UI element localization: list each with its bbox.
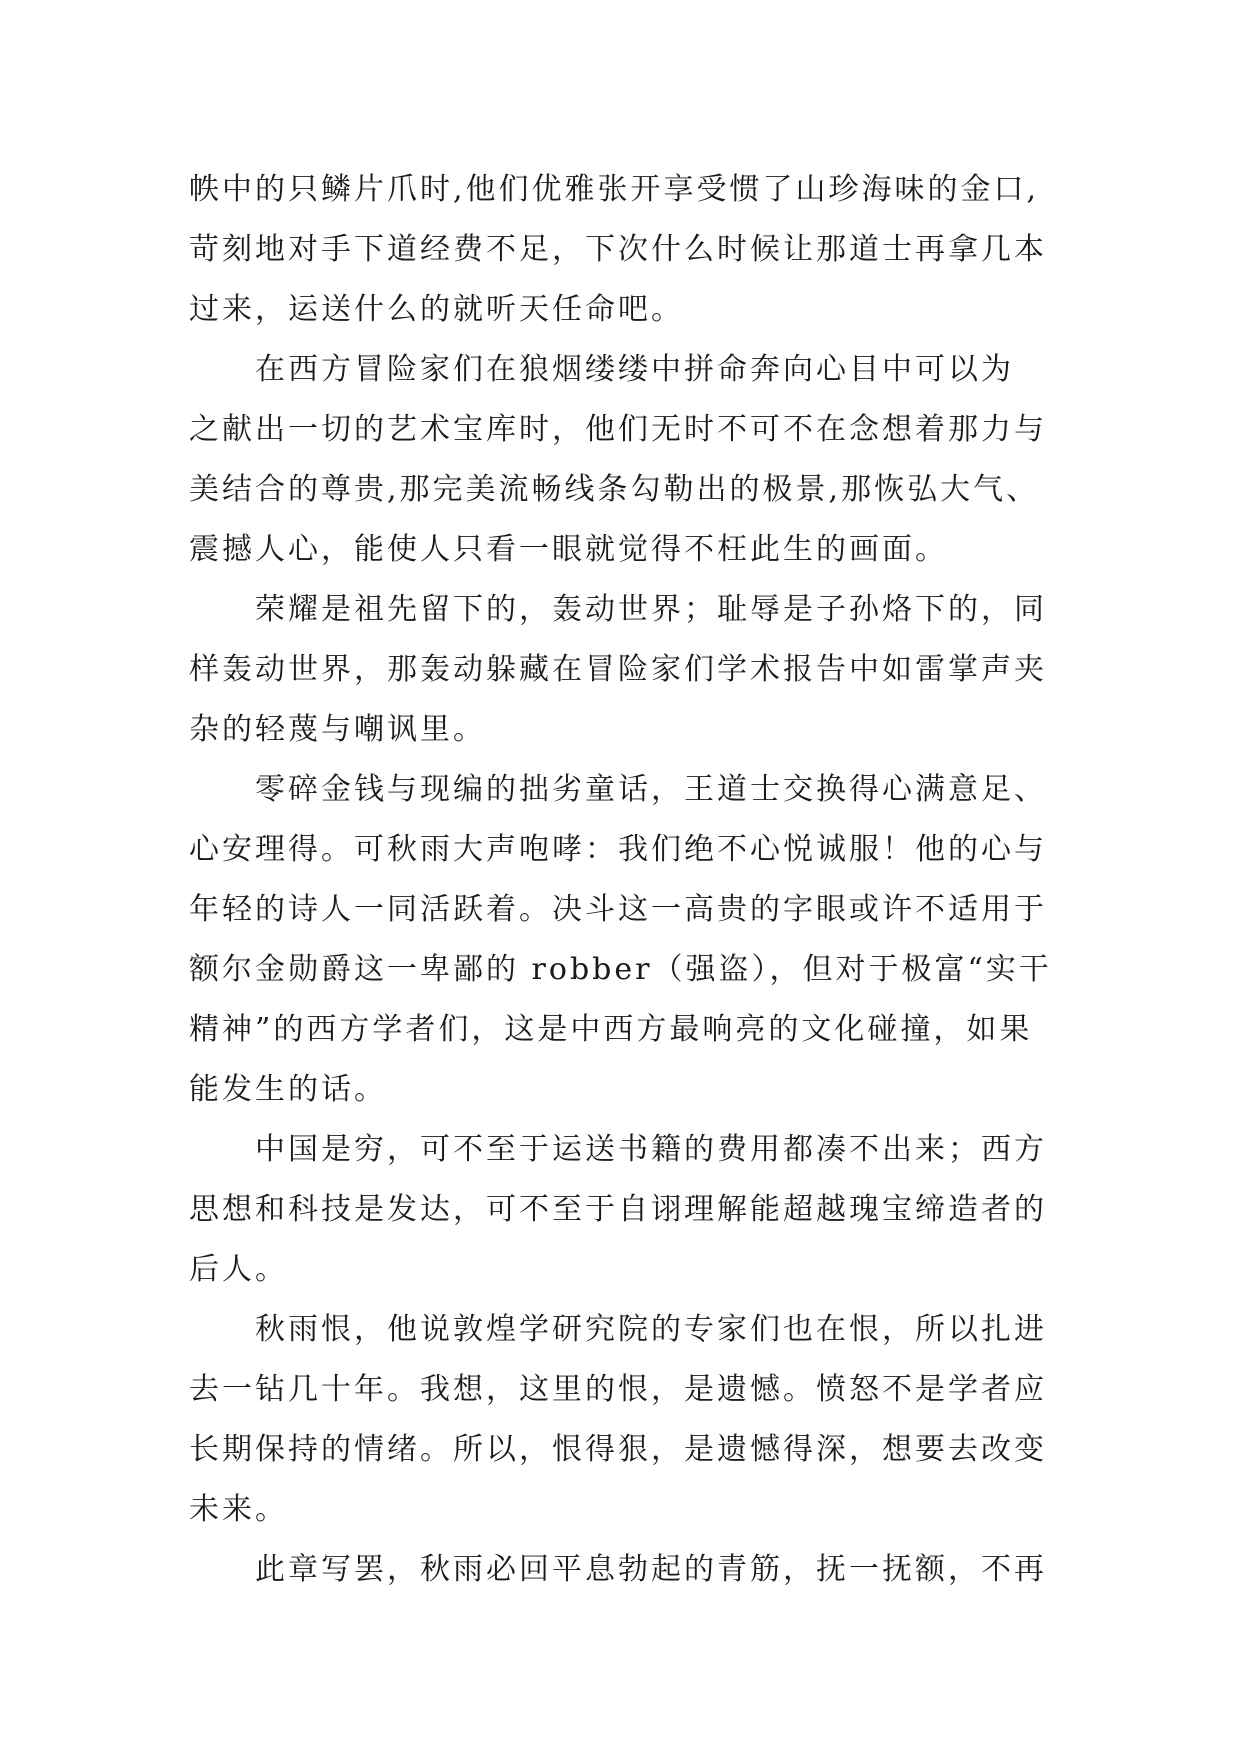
text-line: 苛刻地对手下道经费不足，下次什么时候让那道士再拿几本 [189, 232, 1047, 267]
text-line: 帙中的只鳞片爪时,他们优雅张开享受惯了山珍海味的金口, [189, 172, 1040, 207]
paragraph-first-line: 零碎金钱与现编的拙劣童话，王道士交换得心满意足、 [255, 772, 1047, 807]
text-line: 未来。 [189, 1492, 288, 1527]
text-line: 心安理得。可秋雨大声咆哮：我们绝不心悦诚服！他的心与 [189, 832, 1047, 867]
text-line: 额尔金勋爵这一卑鄙的 robber（强盗），但对于极富“实干 [189, 952, 1052, 987]
text-line: 长期保持的情绪。所以，恨得狠，是遗憾得深，想要去改变 [189, 1432, 1047, 1467]
text-line: 思想和科技是发达，可不至于自诩理解能超越瑰宝缔造者的 [189, 1192, 1047, 1227]
essay-text [189, 160, 1089, 1600]
paragraph-first-line: 中国是穷，可不至于运送书籍的费用都凑不出来；西方 [255, 1132, 1047, 1167]
text-line: 后人。 [189, 1252, 288, 1287]
paragraph-first-line: 此章写罢，秋雨必回平息勃起的青筋，抚一抚额，不再 [255, 1552, 1047, 1587]
text-line: 杂的轻蔑与嘲讽里。 [189, 712, 486, 747]
text-line: 能发生的话。 [189, 1072, 387, 1107]
text-line: 年轻的诗人一同活跃着。决斗这一高贵的字眼或许不适用于 [189, 892, 1047, 927]
text-line: 去一钻几十年。我想，这里的恨，是遗憾。愤怒不是学者应 [189, 1372, 1047, 1407]
text-line: 样轰动世界，那轰动躲藏在冒险家们学术报告中如雷掌声夹 [189, 652, 1047, 687]
text-line: 美结合的尊贵,那完美流畅线条勾勒出的极景,那恢弘大气、 [189, 472, 1040, 507]
text-line: 震撼人心，能使人只看一眼就觉得不枉此生的画面。 [189, 532, 948, 567]
text-line: 精神”的西方学者们，这是中西方最响亮的文化碰撞，如果 [189, 1012, 1033, 1047]
paragraph-first-line: 秋雨恨，他说敦煌学研究院的专家们也在恨，所以扎进 [255, 1312, 1047, 1347]
text-line: 过来，运送什么的就听天任命吧。 [189, 292, 684, 327]
text-line: 之献出一切的艺术宝库时，他们无时不可不在念想着那力与 [189, 412, 1047, 447]
paragraph-first-line: 在西方冒险家们在狼烟缕缕中拼命奔向心目中可以为 [255, 352, 1014, 387]
paragraph-first-line: 荣耀是祖先留下的，轰动世界；耻辱是子孙烙下的，同 [255, 592, 1047, 627]
